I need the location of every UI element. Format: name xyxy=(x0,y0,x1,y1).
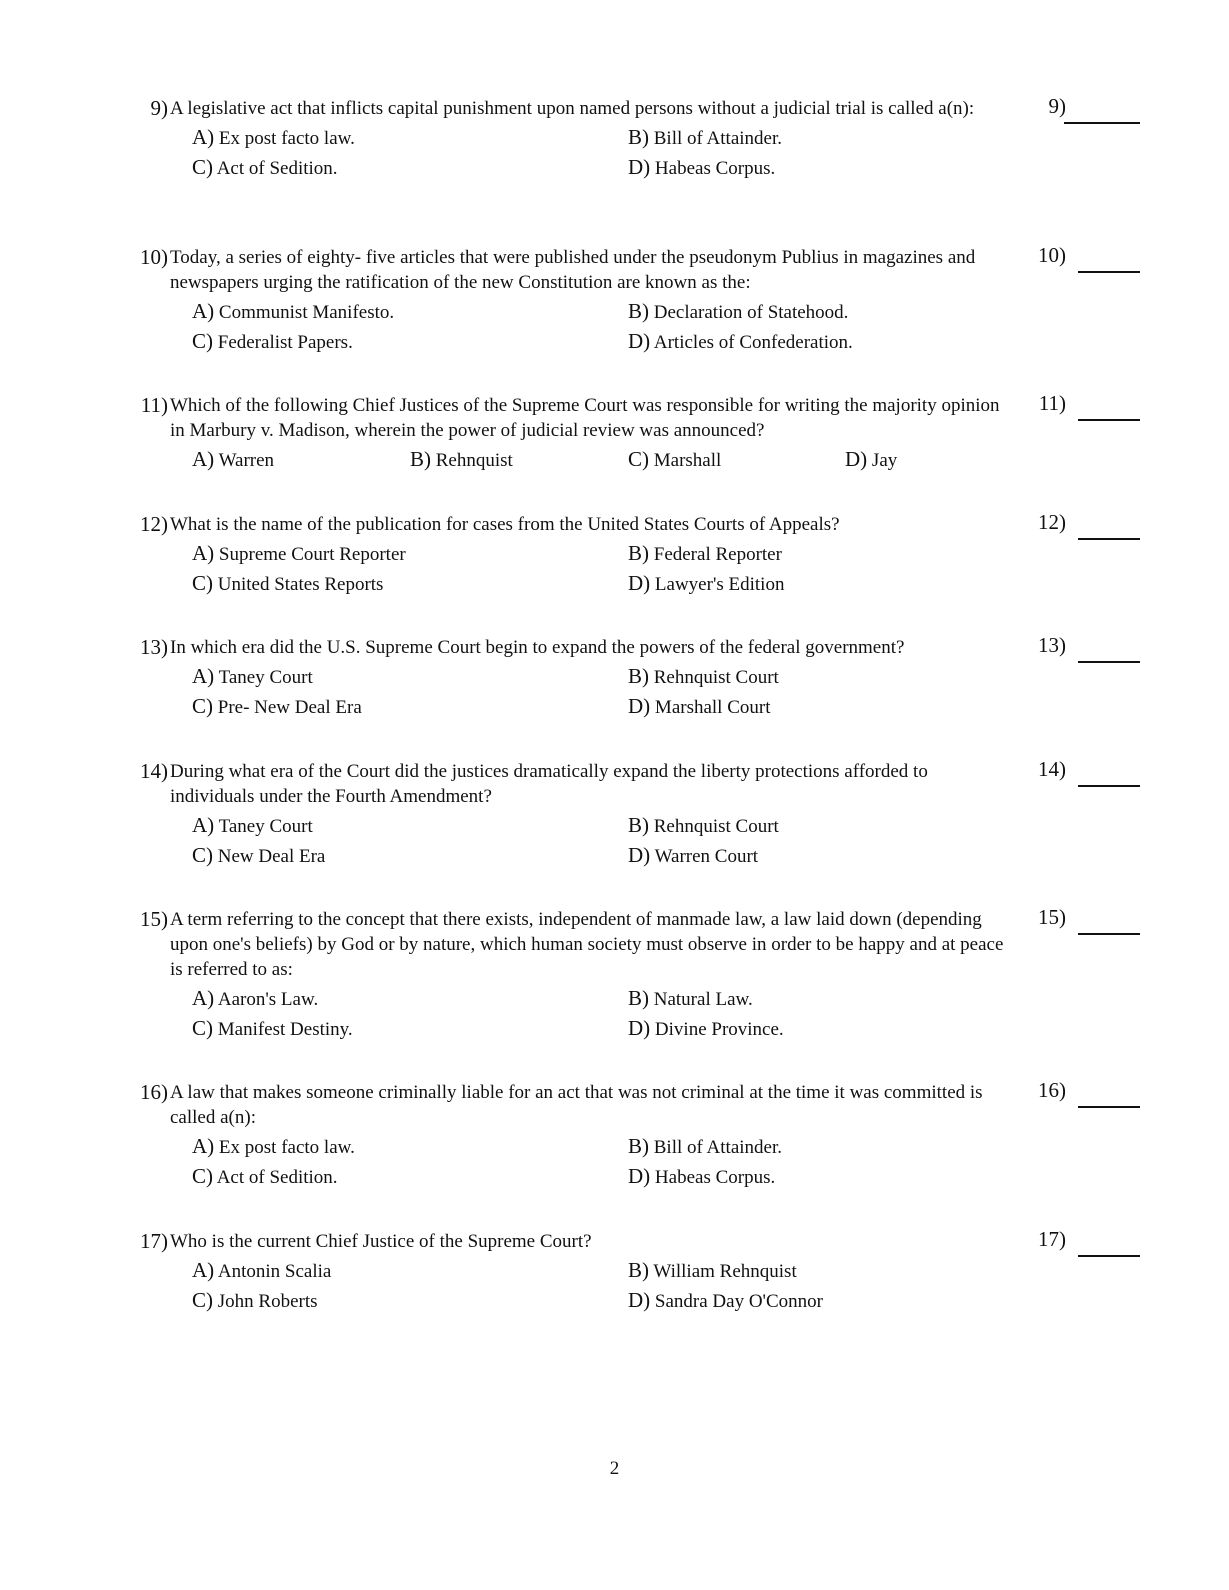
choice-c[interactable]: C) John Roberts xyxy=(192,1288,318,1312)
choices xyxy=(192,299,1012,359)
choices xyxy=(192,447,1012,477)
question-number: 15) xyxy=(140,907,168,931)
choices xyxy=(192,813,1012,873)
answer-label: 13) xyxy=(1038,633,1066,657)
choice-d[interactable]: D) Divine Province. xyxy=(628,1016,784,1040)
choice-c[interactable]: C) United States Reports xyxy=(192,571,384,595)
question-text: Who is the current Chief Justice of the Supreme Court? xyxy=(170,1231,592,1252)
choices xyxy=(192,541,1012,601)
question-number: 10) xyxy=(140,245,168,269)
choice-b[interactable]: B) Rehnquist Court xyxy=(628,664,779,688)
question-17 xyxy=(130,1229,1150,1318)
choice-d[interactable]: D) Marshall Court xyxy=(628,694,771,718)
choice-c[interactable]: C) Federalist Papers. xyxy=(192,329,353,353)
choice-a[interactable]: A) Taney Court xyxy=(192,664,313,688)
question-13 xyxy=(130,635,1150,724)
choices xyxy=(192,664,1012,724)
question-number: 13) xyxy=(140,635,168,659)
question-text: During what era of the Court did the justices dramatically expand the liberty protections afforded to individuals under the Fourth Amendment? xyxy=(170,761,928,807)
answer-label: 15) xyxy=(1038,905,1066,929)
answer-blank[interactable] xyxy=(1032,393,1150,423)
answer-line xyxy=(1064,122,1140,124)
choice-d[interactable]: D) Sandra Day O'Connor xyxy=(628,1288,823,1312)
question-text: What is the name of the publication for cases from the United States Courts of Appeals? xyxy=(170,514,840,535)
answer-line xyxy=(1078,271,1140,273)
answer-label: 14) xyxy=(1038,757,1066,781)
answer-line xyxy=(1078,1255,1140,1257)
question-number: 12) xyxy=(140,512,168,536)
choice-a[interactable]: A) Aaron's Law. xyxy=(192,986,319,1010)
question-stem xyxy=(130,96,1010,121)
question-stem xyxy=(130,245,1010,295)
choice-d[interactable]: D) Warren Court xyxy=(628,843,759,867)
choice-a[interactable]: A) Communist Manifesto. xyxy=(192,299,395,323)
answer-label: 17) xyxy=(1038,1227,1066,1251)
choice-a[interactable]: A) Ex post facto law. xyxy=(192,1134,355,1158)
choice-b[interactable]: B) Bill of Attainder. xyxy=(628,1134,782,1158)
question-11 xyxy=(130,393,1150,477)
choice-c[interactable]: C) Act of Sedition. xyxy=(192,155,338,179)
question-14 xyxy=(130,759,1150,873)
choice-d[interactable]: D) Lawyer's Edition xyxy=(628,571,785,595)
choices xyxy=(192,125,1012,185)
choice-a[interactable]: A) Ex post facto law. xyxy=(192,125,355,149)
choice-c[interactable]: C) Marshall xyxy=(628,447,722,471)
question-text: A legislative act that inflicts capital punishment upon named persons without a judicial trial is called a(n): xyxy=(170,98,975,119)
question-text: In which era did the U.S. Supreme Court begin to expand the powers of the federal government? xyxy=(170,637,905,658)
answer-label: 11) xyxy=(1038,391,1066,415)
choice-d[interactable]: D) Jay xyxy=(845,447,898,471)
choice-c[interactable]: C) Pre- New Deal Era xyxy=(192,694,362,718)
answer-label: 16) xyxy=(1038,1078,1066,1102)
choice-b[interactable]: B) Rehnquist xyxy=(410,447,513,471)
question-number: 11) xyxy=(140,393,168,417)
answer-blank[interactable] xyxy=(1032,245,1150,275)
choice-a[interactable]: A) Taney Court xyxy=(192,813,313,837)
answer-label: 9) xyxy=(1048,94,1066,118)
question-stem xyxy=(130,512,1010,537)
question-text: A law that makes someone criminally liable for an act that was not criminal at the time it was committed is called a(n): xyxy=(170,1082,983,1128)
question-number: 9) xyxy=(150,96,168,120)
choices xyxy=(192,986,1012,1046)
choice-c[interactable]: C) Act of Sedition. xyxy=(192,1164,338,1188)
answer-blank[interactable] xyxy=(1032,759,1150,789)
answer-line xyxy=(1078,1106,1140,1108)
answer-line xyxy=(1078,538,1140,540)
question-stem xyxy=(130,635,1010,660)
question-15 xyxy=(130,907,1150,1046)
answer-blank[interactable] xyxy=(1032,1229,1150,1259)
question-16 xyxy=(130,1080,1150,1194)
question-number: 16) xyxy=(140,1080,168,1104)
answer-line xyxy=(1078,785,1140,787)
question-stem xyxy=(130,1080,1010,1130)
question-stem xyxy=(130,759,1010,809)
question-10 xyxy=(130,245,1150,359)
question-number: 14) xyxy=(140,759,168,783)
question-text: Today, a series of eighty- five articles that were published under the pseudonym Publius in magazines and newspapers urging the ratification of the new Constitution are known as the: xyxy=(170,247,976,293)
answer-blank[interactable] xyxy=(1032,96,1150,126)
answer-blank[interactable] xyxy=(1032,512,1150,542)
answer-label: 12) xyxy=(1038,510,1066,534)
answer-blank[interactable] xyxy=(1032,907,1150,937)
question-12 xyxy=(130,512,1150,601)
choice-a[interactable]: A) Supreme Court Reporter xyxy=(192,541,406,565)
choice-b[interactable]: B) Federal Reporter xyxy=(628,541,782,565)
answer-blank[interactable] xyxy=(1032,1080,1150,1110)
question-stem xyxy=(130,393,1010,443)
question-text: Which of the following Chief Justices of the Supreme Court was responsible for writing the majority opinion in Marbury v. Madison, wherein the power of judicial review was announced? xyxy=(170,395,1000,441)
question-stem xyxy=(130,907,1010,982)
choice-d[interactable]: D) Habeas Corpus. xyxy=(628,155,776,179)
answer-line xyxy=(1078,419,1140,421)
answer-line xyxy=(1078,933,1140,935)
choice-b[interactable]: B) Declaration of Statehood. xyxy=(628,299,849,323)
answer-line xyxy=(1078,661,1140,663)
answer-label: 10) xyxy=(1038,243,1066,267)
question-stem xyxy=(130,1229,1010,1254)
choices xyxy=(192,1258,1012,1318)
choice-c[interactable]: C) New Deal Era xyxy=(192,843,326,867)
page-number: 2 xyxy=(609,1458,620,1479)
choice-b[interactable]: B) Natural Law. xyxy=(628,986,753,1010)
choice-a[interactable]: A) Antonin Scalia xyxy=(192,1258,332,1282)
choice-d[interactable]: D) Articles of Confederation. xyxy=(628,329,853,353)
question-text: A term referring to the concept that there exists, independent of manmade law, a law laid down (depending upon one's beliefs) by God or by nature, which human society must observe in order to be happy and at peace is referred to as: xyxy=(170,909,1004,980)
choice-a[interactable]: A) Warren xyxy=(192,447,275,471)
choice-b[interactable]: B) Bill of Attainder. xyxy=(628,125,782,149)
question-9 xyxy=(130,96,1150,185)
answer-blank[interactable] xyxy=(1032,635,1150,665)
choices xyxy=(192,1134,1012,1194)
choice-c[interactable]: C) Manifest Destiny. xyxy=(192,1016,353,1040)
choice-b[interactable]: B) Rehnquist Court xyxy=(628,813,779,837)
question-number: 17) xyxy=(140,1229,168,1253)
choice-d[interactable]: D) Habeas Corpus. xyxy=(628,1164,776,1188)
choice-b[interactable]: B) William Rehnquist xyxy=(628,1258,797,1282)
